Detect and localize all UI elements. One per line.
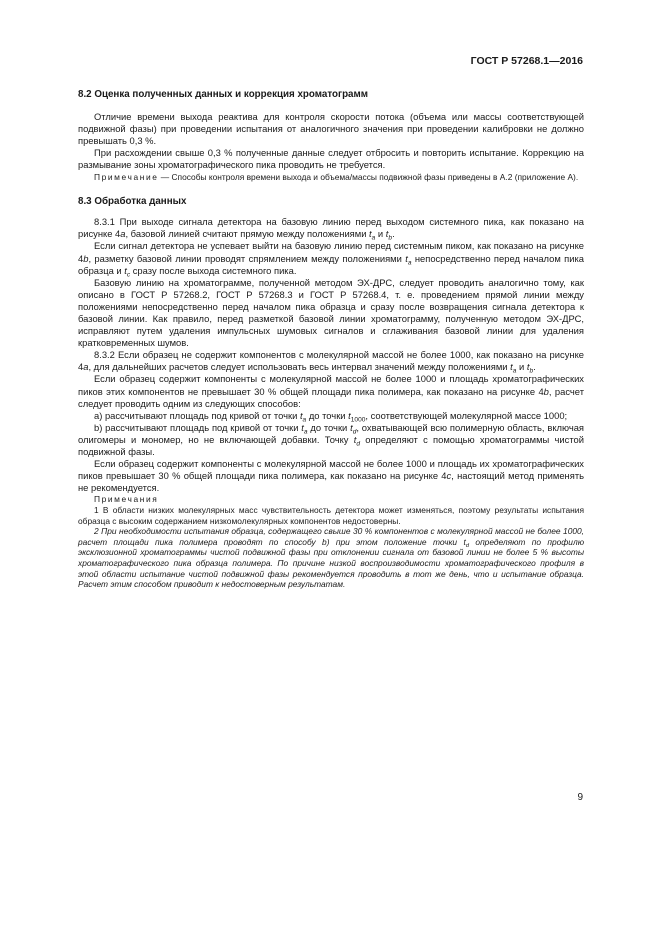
symbol-t: t bbox=[124, 264, 127, 276]
note-text: — Способы контроля времени выхода и объема/массы подвижной фазы приведены в А.2 (приложение А). bbox=[158, 171, 579, 182]
subscript: d bbox=[356, 440, 361, 448]
symbol-t: t bbox=[350, 421, 353, 433]
paragraph: Базовую линию на хроматограмме, полученной методом ЭХ-ДРС, следует проводить аналогично тому, как описано в ГОСТ Р 57268.2, ГОСТ Р 57268.3 и ГОСТ Р 57268.4, т. е. проведением прямой линии между положениями непосредственно перед началом пика образца и сразу после возвращения сигнала детектора к базовой линии. Как правило, перед разметкой базовой линии хроматограмму, полученную методом ЭХ-ДРС, исправляют путем удаления импульсных шумовых сигналов и сглаживания базовой линии для удаления кратковременных шумов. bbox=[78, 276, 584, 349]
subscript: a bbox=[303, 428, 308, 436]
subscript: b bbox=[388, 234, 393, 242]
note-1: 1 В области низких молекулярных масс чувствительность детектора может изменяться, поэтому результаты испытания образца с высоким содержанием низкомолекулярных компонентов недостоверны. bbox=[78, 505, 584, 526]
symbol-t: t bbox=[405, 252, 408, 264]
symbol-t: t bbox=[348, 409, 351, 421]
symbol-t: t bbox=[385, 228, 389, 240]
subscript: d bbox=[352, 428, 357, 436]
subscript: a bbox=[512, 367, 517, 375]
note-2 bbox=[78, 526, 584, 590]
subscript: 1000 bbox=[350, 416, 366, 424]
paragraph: При расхождении свыше 0,3 % полученные данные следует отбросить и повторить испытание. Коррекцию на размывание зоны хроматографического пика проводить не требуется. bbox=[78, 147, 584, 171]
symbol-t: t bbox=[299, 409, 303, 421]
text: , для дальнейших расчетов следует использовать весь интервал значений между положениями bbox=[88, 361, 511, 373]
page-number: 9 bbox=[577, 792, 583, 803]
paragraph bbox=[78, 458, 584, 494]
note-label: Примечание bbox=[94, 171, 159, 182]
text: b) рассчитывают площадь под кривой от точки bbox=[94, 421, 302, 433]
paragraph-8-3-1 bbox=[78, 216, 584, 240]
symbol-t: t bbox=[510, 361, 513, 373]
paragraph: Отличие времени выхода реактива для контроля скорости потока (объема или массы соответствующей подвижной фазы) при проведении испытания от аналогичного значения при проведении калибровки не должно превышать 0,3 %. bbox=[78, 111, 584, 147]
figure-ref-letter: a bbox=[120, 228, 126, 240]
figure-ref-letter: b bbox=[83, 252, 89, 264]
text: . bbox=[392, 228, 395, 240]
section-8-2-title: 8.2 Оценка полученных данных и коррекция хроматограмм bbox=[78, 89, 368, 100]
text: непосредственно перед началом пика образца и bbox=[78, 252, 584, 276]
paragraph bbox=[78, 240, 584, 276]
symbol-t: t bbox=[369, 228, 372, 240]
symbol-t: t bbox=[301, 421, 304, 433]
subscript: b bbox=[529, 367, 534, 375]
text: , базовой линией считают прямую между положениями bbox=[125, 228, 370, 240]
text: определяют по профилю эксклюзионной хроматограммы чистой подвижной фазы при отклонении сигнала от базовой линии не более 5 % высоты хроматографического пика образца полимера. По причине низкой воспроизводимости хроматографического профиля в этой области испытание чистой подвижной фазы рекомендуется проводить в тот же день, что и испытание образца. Расчет этим способом приводит к недостоверным результатам. bbox=[78, 536, 584, 590]
text: , охватывающей всю полимерную область, включая олигомеры и мономер, но не включающей добавки. Точку bbox=[78, 421, 584, 445]
text: Если сигнал детектора не успевает выйти на базовую линию перед системным пиком, как показано на рисунке 4 bbox=[78, 240, 584, 264]
text: определяют с помощью хроматограммы чистой подвижной фазы. bbox=[78, 433, 584, 458]
text: 2 При необходимости испытания образца, содержащего свыше 30 % компонентов с молекулярной массой не более 1000, расчет площади пика полимера проводят по способу b) при этом положение точки bbox=[78, 526, 584, 547]
subscript: c bbox=[126, 270, 131, 278]
subscript: d bbox=[465, 542, 470, 549]
text: сразу после выхода системного пика. bbox=[130, 264, 297, 276]
text: и bbox=[375, 228, 386, 240]
symbol-t: t bbox=[353, 433, 357, 445]
text: , настоящий метод применять не рекомендуется. bbox=[78, 470, 584, 494]
text: до точки bbox=[307, 421, 351, 433]
subscript: a bbox=[371, 234, 376, 242]
text: . bbox=[533, 361, 536, 373]
symbol-t: t bbox=[526, 361, 530, 373]
text: 8.3.1 При выходе сигнала детектора на базовую линию перед выходом системного пика, как показано на рисунке 4 bbox=[78, 216, 584, 240]
notes-label: Примечания bbox=[94, 494, 159, 505]
symbol-t: t bbox=[463, 536, 466, 547]
text: до точки bbox=[306, 409, 349, 421]
note bbox=[78, 172, 584, 183]
section-8-3-title: 8.3 Обработка данных bbox=[78, 196, 187, 208]
text: и bbox=[516, 361, 527, 373]
text: , расчет следует проводить одним из следующих способов: bbox=[78, 385, 584, 409]
figure-ref-letter: b bbox=[543, 385, 549, 397]
document-code-header: ГОСТ Р 57268.1—2016 bbox=[470, 55, 583, 67]
subscript: a bbox=[407, 258, 412, 266]
list-item-a bbox=[78, 410, 584, 422]
text: Если образец содержит компоненты с молекулярной массой не более 1000 и площадь хроматографических пиков этих компонентов не превышает 30 % общей площади пика полимера, как показано на рисунке 4 bbox=[78, 373, 584, 397]
page-content bbox=[78, 89, 584, 590]
text: , разметку базовой линии проводят спрямлением между положениями bbox=[88, 252, 406, 264]
text: Если образец содержит компоненты с молекулярной массой не более 1000 и площадь их хроматографических пиков превышает 30 % общей площади пика полимера, как показано на рисунке 4 bbox=[78, 458, 584, 482]
text: 8.3.2 Если образец не содержит компонентов с молекулярной массой не более 1000, как показано на рисунке 4 bbox=[78, 349, 584, 373]
subscript: a bbox=[302, 416, 307, 424]
figure-ref-letter: c bbox=[446, 470, 452, 482]
text: a) рассчитывают площадь под кривой от точки bbox=[94, 409, 300, 421]
figure-ref-letter: a bbox=[83, 361, 89, 373]
paragraph-8-3-2 bbox=[78, 349, 584, 373]
list-item-b bbox=[78, 422, 584, 458]
text: , соответствующей молекулярной массе 1000; bbox=[365, 409, 568, 421]
paragraph bbox=[78, 373, 584, 409]
notes-heading bbox=[78, 494, 584, 505]
